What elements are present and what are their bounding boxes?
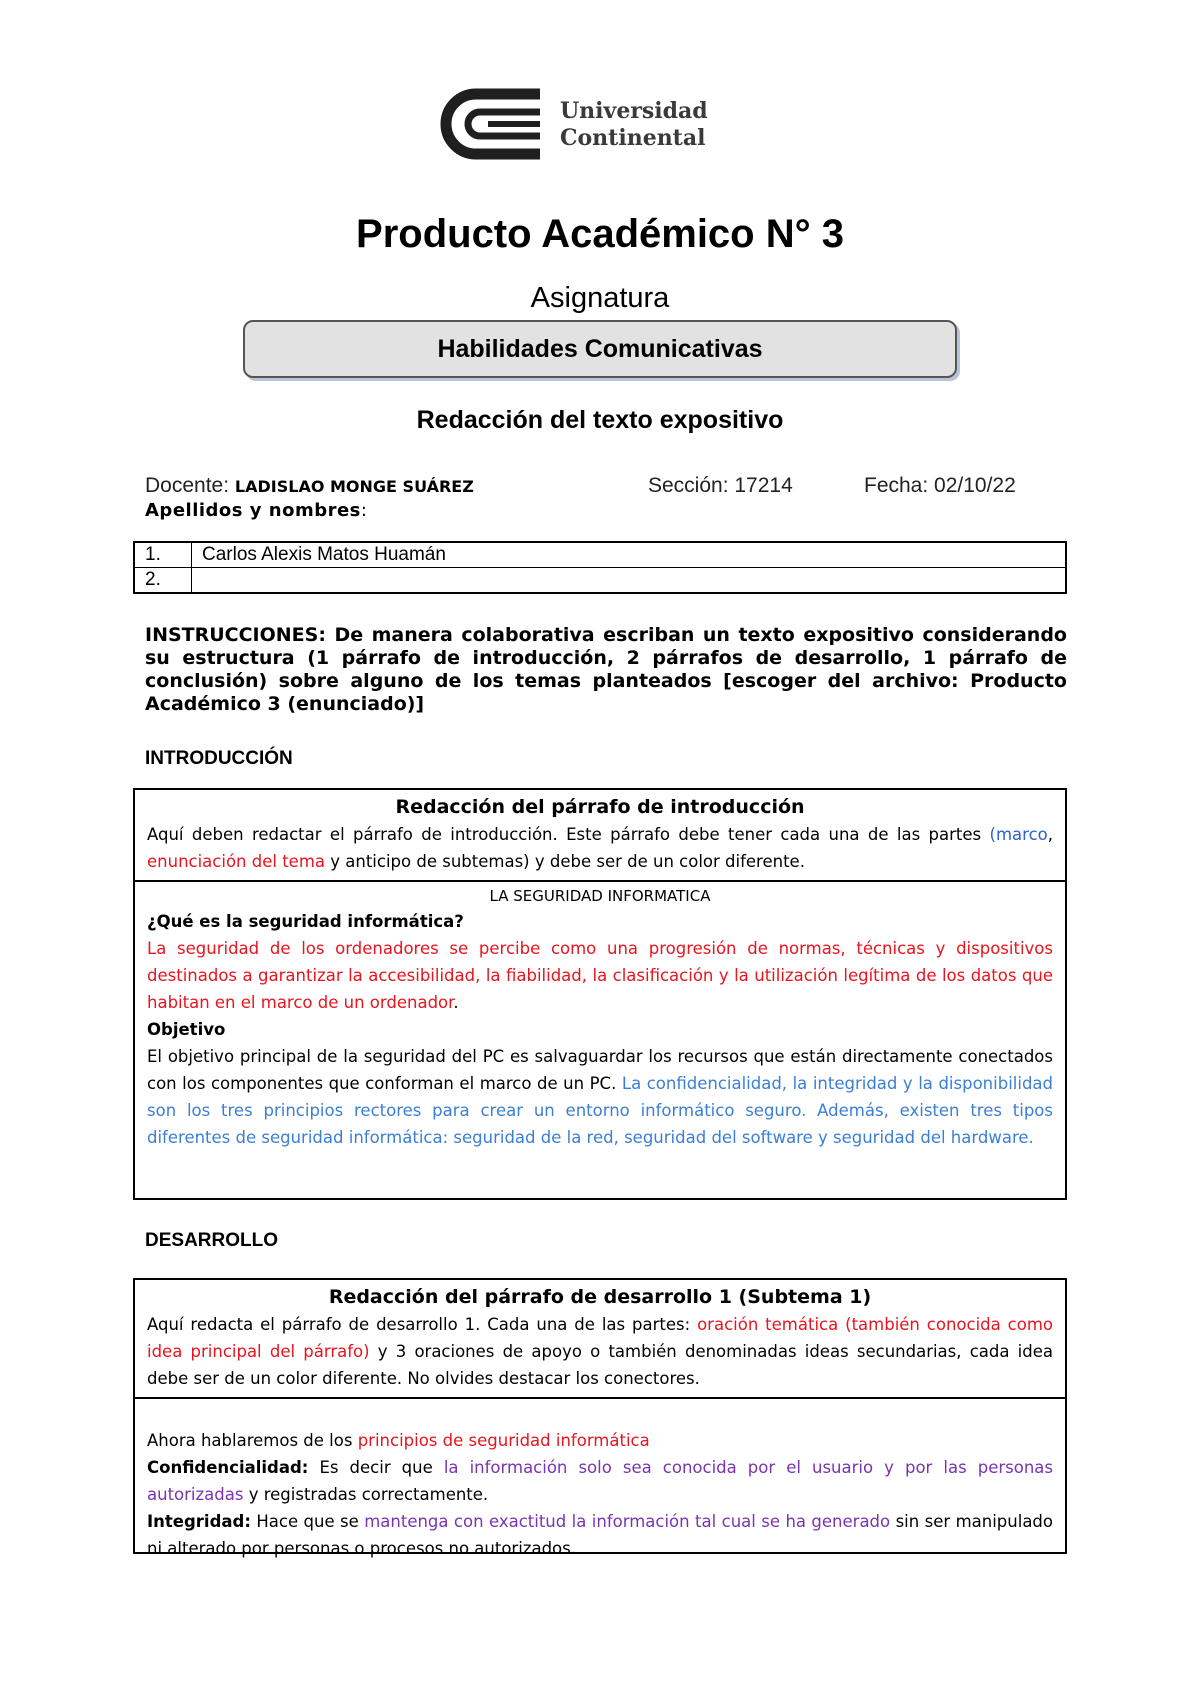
objetivo-blue: La confidencialidad, la integridad y la disponibilidad son los tres principios rectores para crear un entorno informático seguro. Además, existen tres tipos diferentes de seguridad informática: seguridad de la red, seguridad del software y seguridad del hardware. xyxy=(147,1074,1053,1147)
guide-marco: marco xyxy=(995,825,1048,844)
integridad-rest: sin ser manipulado ni alterado por personas o procesos no autorizados. xyxy=(147,1512,1053,1558)
instructions-text: De manera colaborativa escriban un texto expositivo considerando su estructura (1 párrafo de introducción, 2 párrafos de desarrollo, 1 párrafo de conclusión) sobre alguno de los temas planteados [escoger del archivo: Producto Académico 3 (enunciado)] xyxy=(145,624,1067,715)
introduccion-box xyxy=(133,788,1067,1200)
desarrollo-guide-text: Aquí redacta el párrafo de desarrollo 1. Cada una de las partes: xyxy=(147,1315,698,1334)
intro-red-text: La seguridad de los ordenadores se percibe como una progresión de normas, técnicas y dispositivos destinados a garantizar la accesibilidad, la fiabilidad, la clasificación y la utilización legítima de los datos que habitan en el marco de un ordenador xyxy=(147,939,1053,1012)
integridad-paragraph xyxy=(147,1508,1053,1562)
topic-title: Redacción del texto expositivo xyxy=(416,406,784,434)
subject-box xyxy=(243,320,957,378)
student-number: 2. xyxy=(134,568,192,594)
confidencialidad-label: Confidencialidad: xyxy=(147,1458,309,1477)
confidencialidad-black: Es decir que xyxy=(308,1458,444,1477)
objetivo-paragraph xyxy=(147,1043,1053,1151)
fecha-value: Fecha: 02/10/22 xyxy=(864,474,1016,497)
desarrollo-intro-red: principios de seguridad informática xyxy=(357,1431,650,1450)
subject-name: Habilidades Comunicativas xyxy=(437,334,763,363)
seccion-value: Sección: 17214 xyxy=(648,474,793,497)
intro-red-paragraph xyxy=(147,935,1053,1016)
instructions-paragraph xyxy=(145,624,1067,716)
student-name: Carlos Alexis Matos Huamán xyxy=(192,542,1067,568)
logo-wordmark xyxy=(560,98,708,152)
intro-question: ¿Qué es la seguridad informática? xyxy=(147,912,464,931)
table-row xyxy=(134,568,1066,594)
asignatura-label: Asignatura xyxy=(530,282,670,314)
desarrollo-guide-rest: y 3 oraciones de apoyo o también denominadas ideas secundarias, cada idea debe ser de un color diferente. No olvides destacar los conectores. xyxy=(147,1342,1053,1388)
docente-line xyxy=(145,474,474,498)
logo-line-2: Continental xyxy=(560,125,706,151)
docente-value: LADISLAO MONGE SUÁREZ xyxy=(234,477,474,496)
confidencialidad-purple: la información solo sea conocida por el usuario y por las personas autorizadas xyxy=(147,1458,1053,1504)
student-number: 1. xyxy=(134,542,192,568)
intro-subtitle: LA SEGURIDAD INFORMATICA xyxy=(489,887,711,905)
table-row xyxy=(134,542,1066,568)
confidencialidad-rest: y registradas correctamente. xyxy=(243,1485,489,1504)
apellidos-colon: : xyxy=(360,500,368,521)
desarrollo-box xyxy=(133,1278,1067,1558)
desarrollo-guide xyxy=(147,1311,1053,1392)
apellidos-line xyxy=(145,500,367,521)
integridad-label: Integridad: xyxy=(147,1512,251,1531)
introduccion-heading: INTRODUCCIÓN xyxy=(145,748,293,769)
guide-rest: y anticipo de subtemas) y debe ser de un color diferente. xyxy=(325,852,805,871)
introduccion-box-title: Redacción del párrafo de introducción xyxy=(395,796,805,818)
introduccion-guide xyxy=(147,821,1053,875)
university-logo xyxy=(436,88,716,168)
students-table xyxy=(133,541,1067,594)
document-title: Producto Académico N° 3 xyxy=(356,212,844,256)
desarrollo-box-header xyxy=(135,1280,1065,1399)
guide-comma: , xyxy=(1047,825,1053,844)
guide-open: ( xyxy=(989,825,996,844)
desarrollo-intro xyxy=(147,1427,1053,1454)
desarrollo-box-title: Redacción del párrafo de desarrollo 1 (Subtema 1) xyxy=(328,1286,872,1308)
logo-line-1: Universidad xyxy=(560,98,708,124)
introduccion-box-header xyxy=(135,790,1065,882)
integridad-purple: mantenga con exactitud la información tal cual se ha generado xyxy=(364,1512,891,1531)
confidencialidad-paragraph xyxy=(147,1454,1053,1508)
guide-enunciacion: enunciación del tema xyxy=(147,852,326,871)
desarrollo-box-body xyxy=(135,1399,1065,1570)
desarrollo-intro-black: Ahora hablaremos de los xyxy=(147,1431,358,1450)
desarrollo-heading: DESARROLLO xyxy=(145,1230,278,1251)
desarrollo-guide-red: oración temática (también conocida como idea principal del párrafo) xyxy=(147,1315,1053,1361)
objetivo-black: El objetivo principal de la seguridad del PC es salvaguardar los recursos que están directamente conectados con los componentes que conforman el marco de un PC. xyxy=(147,1047,1053,1093)
objetivo-label: Objetivo xyxy=(147,1020,226,1039)
student-name xyxy=(192,568,1067,594)
integridad-black: Hace que se xyxy=(250,1512,365,1531)
introduccion-box-body xyxy=(135,882,1065,1159)
intro-red-dot: . xyxy=(453,993,459,1012)
instructions-label: INSTRUCCIONES: xyxy=(145,624,326,646)
guide-text: Aquí deben redactar el párrafo de introducción. Este párrafo debe tener cada una de las partes xyxy=(147,825,982,844)
apellidos-label: Apellidos y nombres xyxy=(145,500,361,521)
continental-c-icon xyxy=(436,88,551,160)
docente-label: Docente: xyxy=(145,474,230,497)
